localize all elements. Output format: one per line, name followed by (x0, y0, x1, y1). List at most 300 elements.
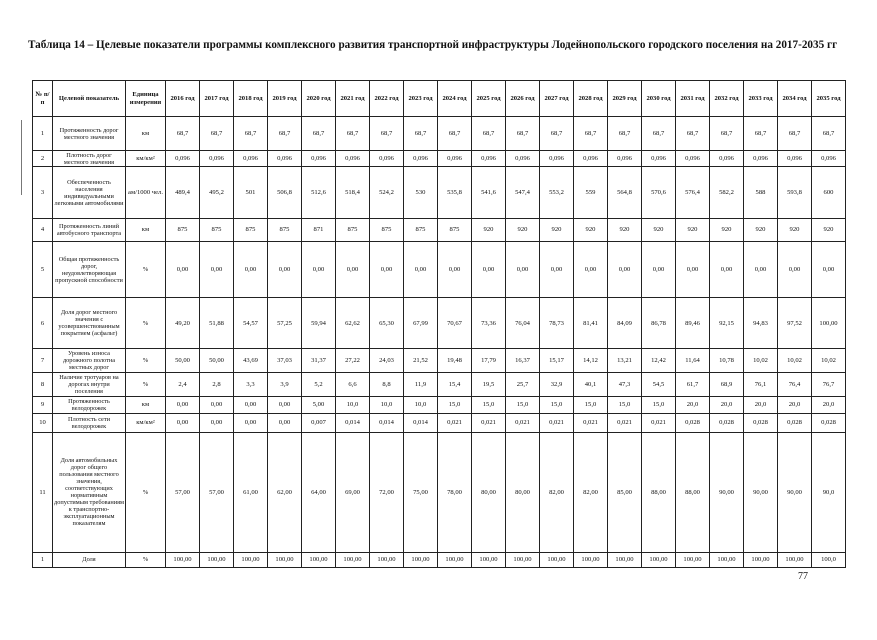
value-cell: 0,00 (472, 242, 506, 298)
header-year: 2016 год (166, 81, 200, 117)
value-cell: 76,04 (506, 298, 540, 349)
unit-cell: % (126, 242, 166, 298)
row-number: 1 (33, 552, 53, 567)
value-cell: 21,52 (404, 349, 438, 373)
value-cell: 0,00 (540, 242, 574, 298)
value-cell: 62,62 (336, 298, 370, 349)
value-cell: 518,4 (336, 167, 370, 218)
value-cell: 80,00 (472, 432, 506, 552)
value-cell: 12,42 (642, 349, 676, 373)
value-cell: 13,21 (608, 349, 642, 373)
value-cell: 0,096 (506, 151, 540, 167)
value-cell: 51,88 (200, 298, 234, 349)
value-cell: 50,00 (166, 349, 200, 373)
value-cell: 68,9 (710, 372, 744, 396)
value-cell: 19,48 (438, 349, 472, 373)
value-cell: 100,00 (336, 552, 370, 567)
value-cell: 20,0 (778, 396, 812, 413)
target-indicators-table (32, 80, 846, 568)
value-cell: 0,028 (778, 413, 812, 432)
value-cell: 0,096 (812, 151, 846, 167)
table-row (33, 117, 846, 151)
value-cell: 3,9 (268, 372, 302, 396)
indicator-name: Протяженность дорог местного значения (53, 117, 126, 151)
value-cell: 489,4 (166, 167, 200, 218)
value-cell: 68,7 (472, 117, 506, 151)
value-cell: 65,30 (370, 298, 404, 349)
value-cell: 82,00 (540, 432, 574, 552)
value-cell: 90,0 (812, 432, 846, 552)
value-cell: 0,00 (302, 242, 336, 298)
table-row (33, 242, 846, 298)
value-cell: 59,94 (302, 298, 336, 349)
value-cell: 15,0 (438, 396, 472, 413)
value-cell: 564,8 (608, 167, 642, 218)
indicator-name: Протяженность велодорожек (53, 396, 126, 413)
unit-cell: % (126, 298, 166, 349)
value-cell: 24,03 (370, 349, 404, 373)
value-cell: 76,1 (744, 372, 778, 396)
value-cell: 20,0 (744, 396, 778, 413)
value-cell: 2,4 (166, 372, 200, 396)
value-cell: 0,096 (302, 151, 336, 167)
value-cell: 89,46 (676, 298, 710, 349)
value-cell: 15,0 (574, 396, 608, 413)
value-cell: 10,0 (404, 396, 438, 413)
value-cell: 92,15 (710, 298, 744, 349)
indicator-name: Плотность сети велодорожек (53, 413, 126, 432)
value-cell: 0,021 (574, 413, 608, 432)
value-cell: 68,7 (336, 117, 370, 151)
value-cell: 0,096 (608, 151, 642, 167)
value-cell: 875 (268, 218, 302, 242)
indicator-name: Плотность дорог местного значения (53, 151, 126, 167)
value-cell: 0,00 (642, 242, 676, 298)
value-cell: 0,00 (200, 242, 234, 298)
value-cell: 68,7 (200, 117, 234, 151)
indicator-name: Уровень износа дорожного полотна местных дорог (53, 349, 126, 373)
value-cell: 541,6 (472, 167, 506, 218)
value-cell: 920 (608, 218, 642, 242)
value-cell: 85,00 (608, 432, 642, 552)
value-cell: 920 (574, 218, 608, 242)
value-cell: 0,00 (234, 242, 268, 298)
value-cell: 15,0 (642, 396, 676, 413)
value-cell: 50,00 (200, 349, 234, 373)
value-cell: 875 (370, 218, 404, 242)
value-cell: 920 (778, 218, 812, 242)
value-cell: 0,021 (608, 413, 642, 432)
value-cell: 0,00 (166, 242, 200, 298)
value-cell: 0,00 (574, 242, 608, 298)
value-cell: 3,3 (234, 372, 268, 396)
value-cell: 0,00 (710, 242, 744, 298)
value-cell: 875 (336, 218, 370, 242)
value-cell: 68,7 (438, 117, 472, 151)
value-cell: 920 (710, 218, 744, 242)
value-cell: 506,8 (268, 167, 302, 218)
row-number: 10 (33, 413, 53, 432)
value-cell: 72,00 (370, 432, 404, 552)
value-cell: 593,8 (778, 167, 812, 218)
value-cell: 90,00 (710, 432, 744, 552)
value-cell: 57,00 (166, 432, 200, 552)
value-cell: 582,2 (710, 167, 744, 218)
value-cell: 100,00 (574, 552, 608, 567)
indicator-name: Доля дорог местного значения с усовершенствованным покрытием (асфальт) (53, 298, 126, 349)
value-cell: 2,8 (200, 372, 234, 396)
value-cell: 100,00 (234, 552, 268, 567)
value-cell: 0,014 (336, 413, 370, 432)
value-cell: 78,00 (438, 432, 472, 552)
value-cell: 0,00 (506, 242, 540, 298)
value-cell: 16,37 (506, 349, 540, 373)
value-cell: 0,021 (438, 413, 472, 432)
value-cell: 0,007 (302, 413, 336, 432)
value-cell: 495,2 (200, 167, 234, 218)
value-cell: 0,028 (710, 413, 744, 432)
value-cell: 15,4 (438, 372, 472, 396)
table-title: Таблица 14 – Целевые показатели программы комплексного развития транспортной инфраструктуры Лодейнопольского городского поселения на 2017-2035 гг (28, 39, 838, 51)
value-cell: 17,79 (472, 349, 506, 373)
value-cell: 68,7 (608, 117, 642, 151)
value-cell: 6,6 (336, 372, 370, 396)
row-number: 5 (33, 242, 53, 298)
value-cell: 68,7 (370, 117, 404, 151)
value-cell: 73,36 (472, 298, 506, 349)
value-cell: 100,00 (778, 552, 812, 567)
value-cell: 68,7 (540, 117, 574, 151)
value-cell: 84,09 (608, 298, 642, 349)
value-cell: 0,096 (370, 151, 404, 167)
value-cell: 27,22 (336, 349, 370, 373)
indicator-name: Доля автомобильных дорог общего пользования местного значения, соответствующих нормативным допустимым требованиям к транспортно-эксплуатационным показателям (53, 432, 126, 552)
value-cell: 547,4 (506, 167, 540, 218)
value-cell: 100,00 (166, 552, 200, 567)
value-cell: 90,00 (744, 432, 778, 552)
value-cell: 47,3 (608, 372, 642, 396)
row-number: 6 (33, 298, 53, 349)
header-year: 2034 год (778, 81, 812, 117)
value-cell: 78,73 (540, 298, 574, 349)
value-cell: 97,52 (778, 298, 812, 349)
value-cell: 80,00 (506, 432, 540, 552)
value-cell: 875 (438, 218, 472, 242)
row-number: 7 (33, 349, 53, 373)
row-number: 1 (33, 117, 53, 151)
row-number: 11 (33, 432, 53, 552)
header-year: 2032 год (710, 81, 744, 117)
header-year: 2029 год (608, 81, 642, 117)
value-cell: 90,00 (778, 432, 812, 552)
value-cell: 10,0 (336, 396, 370, 413)
value-cell: 49,20 (166, 298, 200, 349)
value-cell: 0,00 (676, 242, 710, 298)
value-cell: 57,00 (200, 432, 234, 552)
indicator-name: Обеспеченность населения индивидуальными легковыми автомобилями (53, 167, 126, 218)
value-cell: 920 (744, 218, 778, 242)
value-cell: 0,021 (472, 413, 506, 432)
value-cell: 0,096 (200, 151, 234, 167)
value-cell: 10,02 (812, 349, 846, 373)
unit-cell: % (126, 432, 166, 552)
value-cell: 54,5 (642, 372, 676, 396)
value-cell: 0,00 (608, 242, 642, 298)
scan-margin-line (21, 120, 22, 195)
row-number: 4 (33, 218, 53, 242)
value-cell: 0,00 (812, 242, 846, 298)
value-cell: 0,096 (574, 151, 608, 167)
value-cell: 501 (234, 167, 268, 218)
value-cell: 14,12 (574, 349, 608, 373)
value-cell: 0,096 (710, 151, 744, 167)
value-cell: 68,7 (642, 117, 676, 151)
header-year: 2028 год (574, 81, 608, 117)
value-cell: 69,00 (336, 432, 370, 552)
value-cell: 600 (812, 167, 846, 218)
value-cell: 588 (744, 167, 778, 218)
unit-cell: % (126, 349, 166, 373)
value-cell: 20,0 (710, 396, 744, 413)
value-cell: 0,021 (506, 413, 540, 432)
table-row (33, 151, 846, 167)
value-cell: 11,64 (676, 349, 710, 373)
value-cell: 82,00 (574, 432, 608, 552)
header-year: 2033 год (744, 81, 778, 117)
table-row (33, 372, 846, 396)
value-cell: 68,7 (268, 117, 302, 151)
row-number: 9 (33, 396, 53, 413)
value-cell: 0,00 (166, 413, 200, 432)
value-cell: 70,67 (438, 298, 472, 349)
value-cell: 576,4 (676, 167, 710, 218)
value-cell: 68,7 (710, 117, 744, 151)
value-cell: 0,096 (268, 151, 302, 167)
value-cell: 100,00 (200, 552, 234, 567)
table-row (33, 298, 846, 349)
value-cell: 68,7 (506, 117, 540, 151)
row-number: 3 (33, 167, 53, 218)
value-cell: 20,0 (676, 396, 710, 413)
value-cell: 25,7 (506, 372, 540, 396)
value-cell: 75,00 (404, 432, 438, 552)
value-cell: 100,00 (608, 552, 642, 567)
value-cell: 0,00 (200, 413, 234, 432)
value-cell: 15,0 (608, 396, 642, 413)
value-cell: 19,5 (472, 372, 506, 396)
value-cell: 0,096 (166, 151, 200, 167)
value-cell: 10,02 (778, 349, 812, 373)
value-cell: 57,25 (268, 298, 302, 349)
value-cell: 535,8 (438, 167, 472, 218)
value-cell: 0,096 (778, 151, 812, 167)
table-row (33, 432, 846, 552)
header-year: 2020 год (302, 81, 336, 117)
value-cell: 15,0 (506, 396, 540, 413)
value-cell: 100,00 (540, 552, 574, 567)
header-year: 2025 год (472, 81, 506, 117)
value-cell: 920 (676, 218, 710, 242)
header-year: 2027 год (540, 81, 574, 117)
value-cell: 0,00 (336, 242, 370, 298)
value-cell: 875 (166, 218, 200, 242)
value-cell: 100,00 (642, 552, 676, 567)
value-cell: 54,57 (234, 298, 268, 349)
value-cell: 15,0 (472, 396, 506, 413)
value-cell: 31,37 (302, 349, 336, 373)
header-year: 2019 год (268, 81, 302, 117)
header-year: 2018 год (234, 81, 268, 117)
value-cell: 0,00 (438, 242, 472, 298)
indicator-name: Протяженность линий автобусного транспорта (53, 218, 126, 242)
value-cell: 0,096 (676, 151, 710, 167)
header-year: 2022 год (370, 81, 404, 117)
indicator-name: Общая протяженность дорог, неудовлетворяющая пропускной способности (53, 242, 126, 298)
header-year: 2035 год (812, 81, 846, 117)
unit-cell: % (126, 372, 166, 396)
value-cell: 100,00 (506, 552, 540, 567)
value-cell: 524,2 (370, 167, 404, 218)
value-cell: 68,7 (574, 117, 608, 151)
value-cell: 100,00 (404, 552, 438, 567)
value-cell: 62,00 (268, 432, 302, 552)
value-cell: 43,69 (234, 349, 268, 373)
value-cell: 76,4 (778, 372, 812, 396)
value-cell: 20,0 (812, 396, 846, 413)
value-cell: 11,9 (404, 372, 438, 396)
value-cell: 0,00 (234, 396, 268, 413)
value-cell: 68,7 (234, 117, 268, 151)
value-cell: 920 (642, 218, 676, 242)
value-cell: 5,2 (302, 372, 336, 396)
value-cell: 920 (540, 218, 574, 242)
table-row (33, 396, 846, 413)
value-cell: 81,41 (574, 298, 608, 349)
value-cell: 100,00 (710, 552, 744, 567)
value-cell: 0,028 (676, 413, 710, 432)
unit-cell: % (126, 552, 166, 567)
value-cell: 0,00 (778, 242, 812, 298)
unit-cell: ам/1000 чел. (126, 167, 166, 218)
value-cell: 61,7 (676, 372, 710, 396)
value-cell: 570,6 (642, 167, 676, 218)
value-cell: 0,028 (812, 413, 846, 432)
value-cell: 875 (234, 218, 268, 242)
unit-cell: км (126, 396, 166, 413)
table-row (33, 349, 846, 373)
header-num: № п/п (33, 81, 53, 117)
value-cell: 0,00 (268, 396, 302, 413)
value-cell: 0,014 (370, 413, 404, 432)
value-cell: 61,00 (234, 432, 268, 552)
value-cell: 0,096 (744, 151, 778, 167)
value-cell: 68,7 (812, 117, 846, 151)
value-cell: 100,00 (744, 552, 778, 567)
value-cell: 68,7 (676, 117, 710, 151)
value-cell: 94,83 (744, 298, 778, 349)
page-number: 77 (798, 571, 808, 582)
value-cell: 68,7 (778, 117, 812, 151)
table-header-row (33, 81, 846, 117)
value-cell: 553,2 (540, 167, 574, 218)
value-cell: 88,00 (642, 432, 676, 552)
value-cell: 559 (574, 167, 608, 218)
value-cell: 920 (472, 218, 506, 242)
value-cell: 8,8 (370, 372, 404, 396)
value-cell: 37,03 (268, 349, 302, 373)
value-cell: 0,021 (642, 413, 676, 432)
value-cell: 68,7 (302, 117, 336, 151)
row-number: 8 (33, 372, 53, 396)
unit-cell: км (126, 117, 166, 151)
header-year: 2026 год (506, 81, 540, 117)
value-cell: 15,17 (540, 349, 574, 373)
value-cell: 0,00 (234, 413, 268, 432)
value-cell: 0,014 (404, 413, 438, 432)
header-unit: Единица измерения (126, 81, 166, 117)
value-cell: 100,0 (812, 552, 846, 567)
value-cell: 10,78 (710, 349, 744, 373)
indicator-name: Наличие тротуаров на дорогах внутри поселения (53, 372, 126, 396)
value-cell: 0,096 (642, 151, 676, 167)
header-name: Целевой показатель (53, 81, 126, 117)
table-row (33, 413, 846, 432)
value-cell: 100,00 (676, 552, 710, 567)
value-cell: 875 (404, 218, 438, 242)
value-cell: 100,00 (812, 298, 846, 349)
value-cell: 64,00 (302, 432, 336, 552)
value-cell: 0,00 (370, 242, 404, 298)
value-cell: 0,00 (166, 396, 200, 413)
value-cell: 100,00 (370, 552, 404, 567)
value-cell: 0,096 (540, 151, 574, 167)
value-cell: 68,7 (166, 117, 200, 151)
value-cell: 0,00 (404, 242, 438, 298)
value-cell: 0,00 (200, 396, 234, 413)
value-cell: 68,7 (404, 117, 438, 151)
value-cell: 0,00 (268, 242, 302, 298)
value-cell: 920 (506, 218, 540, 242)
value-cell: 530 (404, 167, 438, 218)
table-row (33, 552, 846, 567)
value-cell: 0,096 (234, 151, 268, 167)
value-cell: 0,096 (404, 151, 438, 167)
value-cell: 5,00 (302, 396, 336, 413)
value-cell: 0,00 (268, 413, 302, 432)
value-cell: 100,00 (438, 552, 472, 567)
value-cell: 32,9 (540, 372, 574, 396)
value-cell: 100,00 (268, 552, 302, 567)
value-cell: 0,096 (472, 151, 506, 167)
value-cell: 100,00 (472, 552, 506, 567)
value-cell: 871 (302, 218, 336, 242)
value-cell: 0,096 (438, 151, 472, 167)
row-number: 2 (33, 151, 53, 167)
value-cell: 86,78 (642, 298, 676, 349)
value-cell: 100,00 (302, 552, 336, 567)
value-cell: 920 (812, 218, 846, 242)
value-cell: 512,6 (302, 167, 336, 218)
header-year: 2031 год (676, 81, 710, 117)
value-cell: 0,00 (744, 242, 778, 298)
value-cell: 15,0 (540, 396, 574, 413)
header-year: 2024 год (438, 81, 472, 117)
value-cell: 68,7 (744, 117, 778, 151)
header-year: 2030 год (642, 81, 676, 117)
value-cell: 875 (200, 218, 234, 242)
unit-cell: км/км² (126, 413, 166, 432)
value-cell: 40,1 (574, 372, 608, 396)
